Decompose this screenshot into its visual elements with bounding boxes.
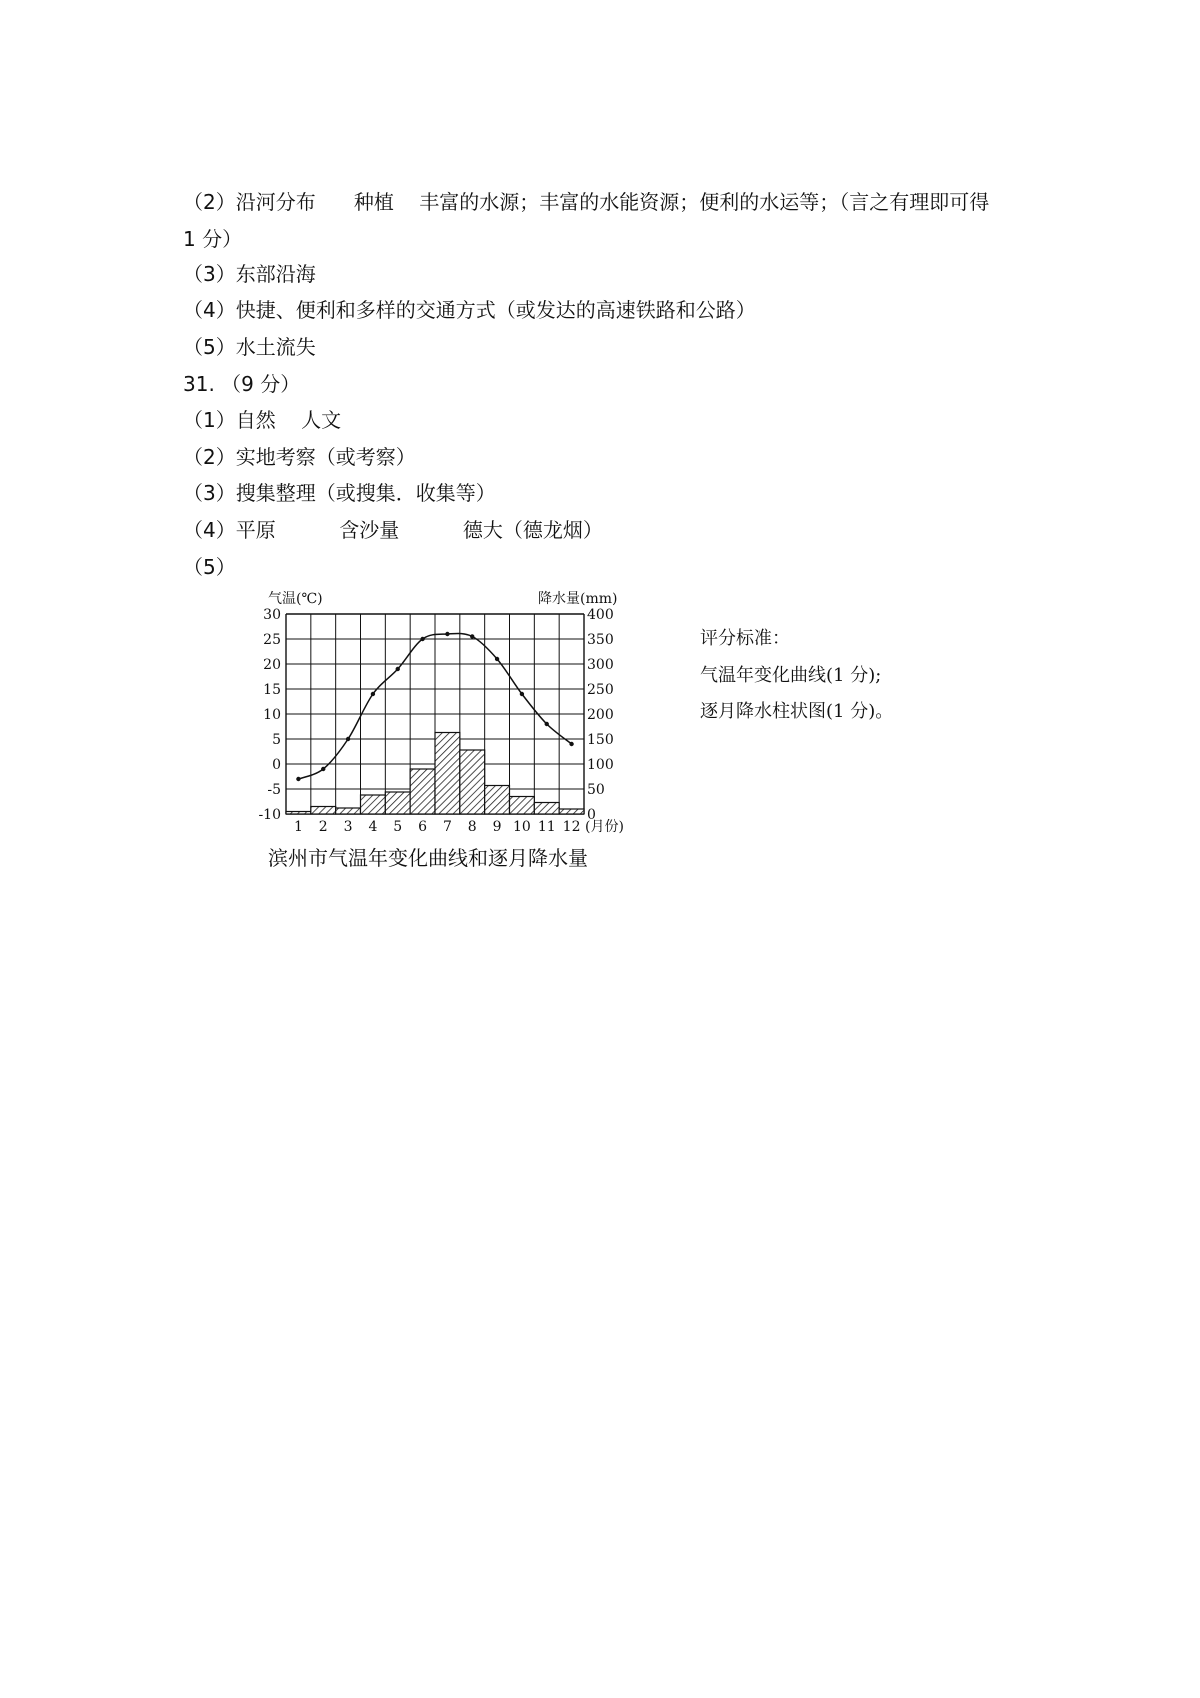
- x-tick-label: 1: [293, 819, 303, 835]
- x-tick-label: 5: [393, 819, 403, 835]
- temperature-point: [545, 722, 549, 726]
- answer-line-2-1: （2）沿河分布 种植 丰富的水源；丰富的水能资源；便利的水运等；（言之有理即可得: [183, 190, 990, 214]
- precipitation-bar: [410, 769, 435, 814]
- left-axis-label: 气温(℃): [268, 591, 323, 607]
- temperature-point: [321, 767, 325, 771]
- answer-31-2: （2）实地考察（或考察）: [183, 445, 416, 469]
- right-tick-label: 400: [587, 607, 614, 623]
- answer-line-4: （4）快捷、便利和多样的交通方式（或发达的高速铁路和公路）: [183, 298, 756, 322]
- precipitation-bar: [435, 733, 460, 815]
- criteria-item-2: 逐月降水柱状图(1 分)。: [700, 701, 894, 722]
- precipitation-bar: [460, 750, 485, 814]
- temperature-point: [445, 632, 449, 636]
- right-tick-label: 200: [587, 707, 614, 723]
- left-tick-label: -10: [258, 807, 281, 823]
- temperature-point: [396, 667, 400, 671]
- temperature-point: [346, 737, 350, 741]
- answer-31-5: （5）: [183, 555, 236, 579]
- left-tick-label: 20: [263, 657, 281, 673]
- climate-chart: [248, 587, 648, 847]
- answer-line-5: （5）水土流失: [183, 335, 316, 359]
- answer-line-3: （3）东部沿海: [183, 262, 316, 286]
- precipitation-bar: [336, 808, 361, 814]
- x-tick-label: 7: [442, 819, 452, 835]
- right-tick-label: 0: [587, 807, 596, 823]
- left-tick-label: 25: [263, 632, 281, 648]
- precipitation-bar: [485, 786, 510, 815]
- criteria-item-1: 气温年变化曲线(1 分);: [700, 665, 882, 686]
- x-tick-label: 4: [368, 819, 378, 835]
- x-tick-label: 2: [318, 819, 328, 835]
- x-tick-label: 8: [467, 819, 477, 835]
- right-tick-label: 350: [587, 632, 614, 648]
- question-31-heading: 31. （9 分）: [183, 372, 301, 396]
- x-tick-label: 11: [537, 819, 556, 835]
- x-tick-label: 10: [513, 819, 531, 835]
- right-tick-label: 50: [587, 782, 605, 798]
- answer-31-4: （4）平原 含沙量 德大（德龙烟）: [183, 518, 603, 542]
- right-axis-label: 降水量(mm): [538, 591, 618, 607]
- right-tick-label: 250: [587, 682, 614, 698]
- right-tick-label: 300: [587, 657, 614, 673]
- precipitation-bar: [385, 792, 410, 814]
- x-axis-label: (月份): [585, 819, 624, 835]
- left-tick-label: 30: [263, 607, 281, 623]
- left-tick-label: 0: [272, 757, 281, 773]
- precipitation-bars: [286, 733, 584, 815]
- x-tick-label: 12: [562, 819, 581, 835]
- criteria-title: 评分标准：: [700, 628, 790, 649]
- x-tick-label: 3: [343, 819, 353, 835]
- left-tick-label: 5: [272, 732, 281, 748]
- temperature-point: [296, 777, 300, 781]
- answer-line-2-2: 1 分）: [183, 227, 243, 251]
- answer-31-3: （3）搜集整理（或搜集．收集等）: [183, 481, 496, 505]
- left-tick-label: 15: [263, 682, 281, 698]
- precipitation-bar: [534, 803, 559, 815]
- right-tick-label: 150: [587, 732, 614, 748]
- left-tick-label: -5: [267, 782, 281, 798]
- temperature-point: [470, 634, 474, 638]
- left-tick-label: 10: [263, 707, 281, 723]
- chart-caption: 滨州市气温年变化曲线和逐月降水量: [268, 846, 588, 870]
- precipitation-bar: [559, 809, 584, 814]
- x-tick-label: 9: [492, 819, 502, 835]
- right-tick-label: 100: [587, 757, 614, 773]
- temperature-point: [520, 692, 524, 696]
- precipitation-bar: [286, 812, 311, 815]
- precipitation-bar: [361, 795, 386, 814]
- x-tick-label: 6: [418, 819, 428, 835]
- temperature-point: [420, 637, 424, 641]
- temperature-point: [371, 692, 375, 696]
- temperature-point: [495, 657, 499, 661]
- temperature-point: [569, 742, 573, 746]
- precipitation-bar: [311, 807, 336, 815]
- answer-31-1: （1）自然 人文: [183, 408, 342, 432]
- precipitation-bar: [510, 797, 535, 815]
